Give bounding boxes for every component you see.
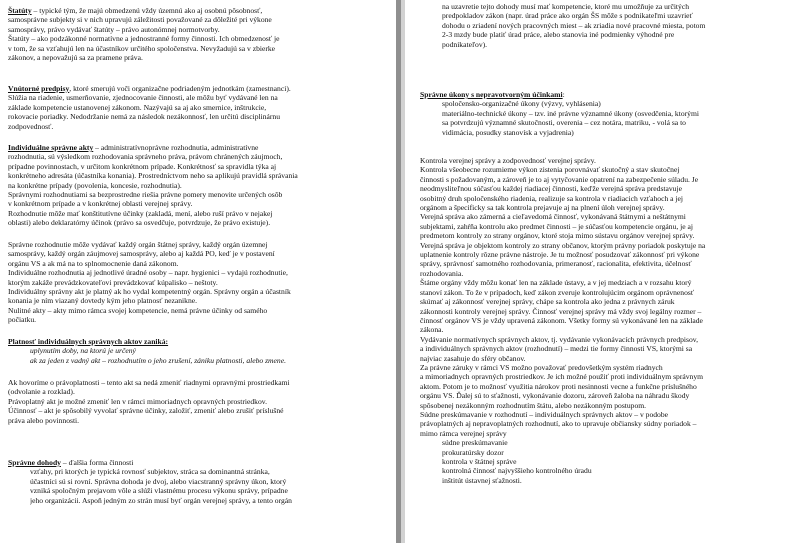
text-line: najviac zasahuje do sféry občanov. [420,353,526,363]
ukony-first-text: : [562,90,565,99]
statuty-heading: Štatúty [8,6,32,15]
list-item: - materiálno-technické úkony – tzv. iné právne významné úkony (osvedčenia, ktorými [442,109,780,118]
vnutorne-first-line [8,84,368,93]
text-line: správy, správnosť samotného rozhodovania, primeranosť, racionalita, efektivita, účelnosť [420,259,692,269]
section-spravne-dohody [8,458,368,505]
text-line: konania je ním viazaný dovtedy kým jeho platnosť nezanikne. [8,296,198,306]
text-line: Individuálne rozhodnutia aj jednotlivé úradné osoby – napr. hygienici – vydajú rozhodnutie, [8,268,288,278]
text-line: Verejná správa je objektom kontroly zo strany občanov, ktorým právny poriadok poskytuje na [420,240,706,250]
text-line: konkrétneho adresáta (účastníka konania). Prostredníctvom neho sa aplikujú pravidlá správania [8,171,298,181]
dohody-first-text: – ďalšia forma činnosti [60,458,134,467]
text-line: Kontrola všeobecne rozumieme výkon zistenia porovnávať skutočný a stav skutočnej [420,165,680,175]
text-line: základe kompetencie ustanovenej zákonom. Nazývajú sa aj ako smernice, inštrukcie, [8,102,267,112]
statuty-first-line [8,6,368,15]
text-line: rozhodovania. [420,268,464,278]
page-gap-shadow [401,0,405,543]
text-line: Slúžia na riadenie, usmerňovanie, zjednocovanie činnosti, ale môžu byť vydávané len na [8,93,278,103]
section-statuty [8,6,368,62]
text-line: dohodu o zriadení nových pracovných miest – ak zriadia nové pracovné miesta, potom [442,20,706,30]
text-line: predmetom kontroly zo strany orgánov, ktoré stoja mimo sústavu orgánov verejnej správy. [420,231,695,241]
list-item: • kontrolná činnosť najvyššieho kontrolného úradu [442,466,780,475]
text-line: a individuálnych správnych aktov (rozhodnutí) – medzi tie formy činnosti VS, ktorými sa [420,344,693,354]
list-item: • prokuratúrsky dozor [442,448,780,457]
list-item: • inštitút ústavnej sťažnosti. [442,476,780,485]
text-line: skúmať aj zákonnosť verejnej správy, chápe sa kontrola ako jedna z právnych záruk [420,297,675,307]
section-individualne-akty [8,143,368,228]
kontrola-list [420,438,780,485]
list-item: vidimácia, posudky stanovísk a vyjadrenia) [442,127,574,137]
text-line: Štatúty – ako podzákonné normatívne a jednostranné formy činnosti. Ich obmedzenosť je [8,34,280,44]
text-line: uplatnenie kontroly rôzne právne nástroje. Je tu možnosť posudzovať zákonnosť pri výkone [420,250,700,260]
section-vnutorne-predpisy [8,84,368,131]
section-pravoplatnost [8,378,368,425]
text-line: práva alebo povinnosti. [8,415,80,425]
list-item: - ak za jeden z vadný akt – rozhodnutím o jeho zrušení, zániku platnosti, alebo zmene. [30,356,368,365]
platnost-heading: Platnosť individuálnych správnych aktov zaniká: [8,337,169,346]
ukony-list [420,99,780,137]
text-line: Rozhodnutie môže mať konštitutívne účinky (zakladá, mení, alebo ruší právo v nejakej [8,208,273,218]
text-line: Právoplatný akt je možné zmeniť len v rámci mimoriadnych opravných prostriedkov. [8,396,267,406]
list-item: - vzťahy, pri ktorých je typická rovnosť subjektov, stráca sa dominantná stránka, [30,467,368,476]
text-line: prípadne povinnostach, v určitom konkrétnom prípade. Konkrétnosť sa spravidla týka aj [8,161,277,171]
text-line: a mimoriadnych opravných prostriedkov. Je ich možné použiť proti individuálnym správnym [420,372,704,382]
text-line: zákonnosti kontroly verejnej správy. Činnosť verejnej správy má vždy svoj legálny rozmer – [420,306,702,316]
text-line: Nulitné akty – akty mimo rámca svojej kompetencie, nemá právne účinky od samého [8,305,268,315]
text-line: právoplatných aj nepravoplatných rozhodnutí, ako to upravuje občiansky súdny poriadok – [420,419,697,429]
text-line: aktom. Potom je to možnosť využitia nárokov proti nesinnosti vecne a funkčne príslušného [420,381,697,391]
vnutorne-first-text: , ktoré smerujú voči organizačne podriadeným jednotkám (zamestnanci). [69,84,291,93]
list-item: - uplynutím doby, na ktorú je určený [30,346,368,355]
ukony-heading: Správne úkony s nepravotvorným účinkami [420,90,563,99]
list-item: sa potvrdzujú významné skutočnosti, overenia – cez notára, matriku, - volá sa to [442,118,686,128]
text-line: orgánu VS. Ďalej sú to sťažnosti, vykonávanie dozoru, zároveň žaloba na náhradu škody [420,391,690,401]
ukony-first-line [420,90,780,99]
text-line: Správne rozhodnutie môže vydávať každý orgán štátnej správy, každý orgán územnej [8,240,268,249]
text-line: Verejná správa ako zámerná a cieľavedomá činnosť, vykonávaná štátnymi a neštátnymi [420,212,686,222]
text-line: 2-3 mzdy bude platiť úrad práce, alebo stanovia iné podmienky výhodné pre [442,30,675,40]
list-item: účastníci sú si rovní. Správna dohoda je dvoj, alebo viacstranný správny úkon, ktorý [30,476,287,486]
text-line: rozhodnutia, sú výsledkom rozhodovania správneho práva, právom chránených záujmoch, [8,152,283,162]
dohody-list [8,467,368,505]
platnost-list [8,346,368,365]
dohody-heading: Správne dohody [8,458,61,467]
text-line: na konkrétne prípady (povolenia, koncesie, rozhodnutia). [8,180,182,190]
vnutorne-heading: Vnútorné predpisy [8,84,70,93]
text-line: Správnymi rozhodnutiami sa bezprostredne riešia právne pomery menovite určených osôb [8,190,283,200]
text-line: neodmysliteľnou súčasťou každej riadiacej činnosti, keďže verejná správa predstavuje [420,184,682,194]
text-line: zodpovednosť. [8,121,54,131]
section-platnost-zanika [8,337,368,365]
section-kontrola [420,156,780,485]
text-line: Kontrola verejnej správy a zodpovednosť verejnej správy. [420,156,596,165]
statuty-first-text: – typické tým, že majú obmedzenú vždy územnú ako aj osobnú pôsobnosť, [31,6,263,15]
text-line: zákonov, a nepovažujú sa za pramene práva. [8,53,143,63]
text-line: Vydávanie normatívnych správnych aktov, tj. vydávanie vykonávacích právnych predpisov, [420,334,699,344]
text-line: podnikateľov). [442,39,488,49]
text-line: samosprávne subjekty si v nich upravujú záležitosti považované za dôležité pri výkone [8,15,272,25]
text-line: Súdne preskúmavanie v rozhodnutí – individuálnych správnych aktov – v podobe [420,409,669,419]
text-line: počiatku. [8,315,37,325]
list-item: • súdne preskúmavanie [442,438,780,447]
section-spravne-rozhodnutie [8,240,368,325]
text-line: oblasti) alebo deklaratórny účinok (právo sa osvedčuje, potvrdzuje, že právo existuje). [8,218,271,228]
text-line: mimo rámca verejnej správy [420,428,507,438]
text-line: osobitný druh spoločenského riadenia, realizuje sa kontrola v riadiacich vzťahoch a jej [420,193,684,203]
individualne-first-line [8,143,368,152]
text-line: orgánu VS a ak má na to splnomocnenie daná zákonom. [8,258,179,268]
text-line: samosprávy, každý orgán záujmovej samosprávy, alebo aj každá PO, keď je v postavení [8,249,275,259]
text-line: Účinnosť – akt je spôsobilý vyvolať správne účinky, založiť, zmeniť alebo zrušiť príslušné [8,406,284,416]
text-line: ktorým zakáže prevádzkovateľovi prevádzkovať kúpalisko – neštoty. [8,277,218,287]
list-item: • kontrola v štátnej správe [442,457,780,466]
text-line: Štáme orgány vždy môžu konať len na základe ústavy, a v jej medziach a v rozsahu ktorý [420,278,692,288]
text-line: stanoví zákon. To že v prípadoch, keď zákon zveruje kontrolujúcim orgánom oprávnenosť [420,287,695,297]
individualne-heading: Individuálne správne akty [8,143,94,152]
text-line: v tom, že sa vzťahujú len na účastníkov určitého spoločenstva. Nevyžadujú sa v zbierke [8,43,276,53]
text-line: Ak hovoríme o právoplatnosti – tento akt sa nedá zmeniť riadnymi opravnými prostriedkami [8,378,290,387]
left-page [8,0,368,543]
text-line: Za právne záruky v rámci VS možno považovať predovšetkým systém riadnych [420,362,663,372]
dohody-first-line [8,458,368,467]
text-line: činnosti s požadovaným, a zároveň je to aj vytyčovanie opatrení na zabezpečenie súladu. Je [420,174,699,184]
right-page [420,0,780,543]
text-line: (odvolanie a rozklad). [8,387,75,397]
text-line: zákona. [420,325,444,335]
text-line: činnosť orgánov VS je vždy upravená zákonom. Všetky formy sú vykonávané len na základe [420,315,703,325]
list-item: - spoločensko-organizačné úkony (výzvy, vyhlásenia) [442,99,780,108]
section-dohody-continued [442,2,780,49]
section-spravne-ukony [420,90,780,137]
individualne-first-text: – administratívnoprávne rozhodnutia, administratívne [93,143,259,152]
text-line: na uzavretie tejto dohody musí mať kompetencie, ktoré mu umožňuje za určitých [442,2,690,11]
text-line: rokovacie poriadky. Nedodržanie nemá za následok nezákonnosť, len určitú disciplinárnu [8,112,281,122]
text-line: predpokladov zákon (napr. úrad práce ako orgán ŠS môže s podnikateľmi uzavrieť [442,11,693,21]
text-line: samosprávy, právo vydávať štatúty – právo autonómnej normotvorby. [8,24,220,34]
list-item: vzniká spoločným prejavom vôle a slúži vlastnému procesu výkonu správy, prípadne [30,486,288,496]
text-line: subjektami, zahŕňa kontrolu ako predmet činnosti – je súčasťou kompetencie orgánu, je aj [420,221,694,231]
text-line: spôsobenej nezákonným rozhodnutím štátu, alebo nezákonným postupom. [420,400,647,410]
list-item: jeho organizácii. Aspoň jedným zo strán musí byť orgán verejnej správy, a tento orgán [30,495,292,505]
text-line: orgánom a špecificky sa tak kontrola prejavuje aj na plnení úloh verejnej správy. [420,203,665,213]
text-line: Individuálny správny akt je platný ak ho vydal kompetentný orgán. Správny orgán a účastník [8,287,291,297]
text-line: v konkrétnom prípade a v konkrétnej oblasti verejnej správy. [8,199,193,209]
